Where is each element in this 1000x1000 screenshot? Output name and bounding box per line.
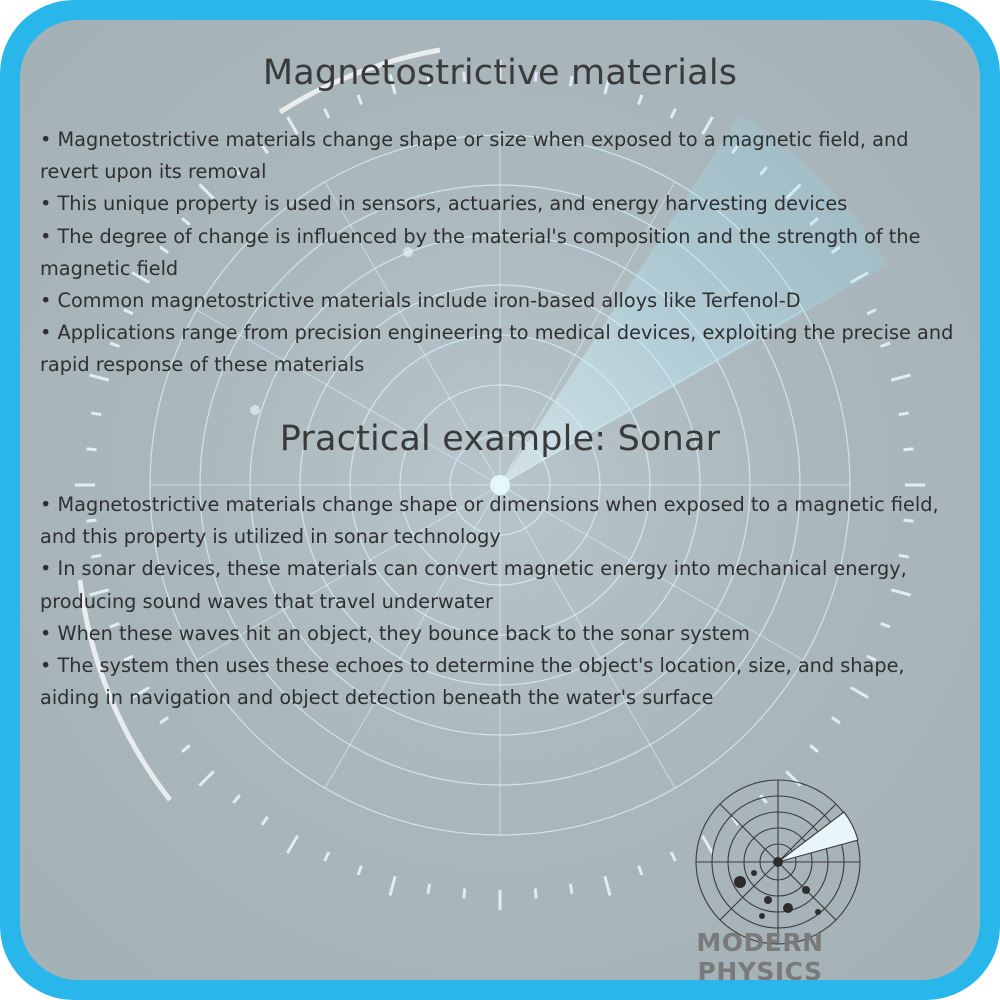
section-title-sonar: Practical example: Sonar [279, 419, 721, 459]
list-item: • The system then uses these echoes to determine the object's location, size, and shape, aiding in navigation and object detection beneath the water's surface [40, 650, 965, 714]
bullet-list-sonar [40, 489, 965, 714]
list-item: • When these waves hit an object, they bounce back to the sonar system [40, 618, 965, 650]
list-item: • Magnetostrictive materials change shape or dimensions when exposed to a magnetic field, and this property is utilized in sonar technology [40, 489, 965, 553]
bullet-list-magnetostrictive [40, 124, 965, 382]
list-item: • Magnetostrictive materials change shape or size when exposed to a magnetic field, and revert upon its removal [40, 124, 965, 188]
list-item: • Applications range from precision engineering to medical devices, exploiting the precise and rapid response of these materials [40, 317, 965, 381]
list-item: • Common magnetostrictive materials include iron-based alloys like Terfenol-D [40, 285, 965, 317]
brand-logo-text: MODERN PHYSICS [696, 928, 824, 980]
list-item: • This unique property is used in sensors, actuaries, and energy harvesting devices [40, 188, 965, 220]
list-item: • In sonar devices, these materials can convert magnetic energy into mechanical energy, producing sound waves that travel underwater [40, 553, 965, 617]
section-title-magnetostrictive: Magnetostrictive materials [262, 53, 738, 93]
radar-icon [678, 770, 878, 950]
content-card [20, 20, 980, 980]
list-item: • The degree of change is influenced by the material's composition and the strength of the magnetic field [40, 221, 965, 285]
